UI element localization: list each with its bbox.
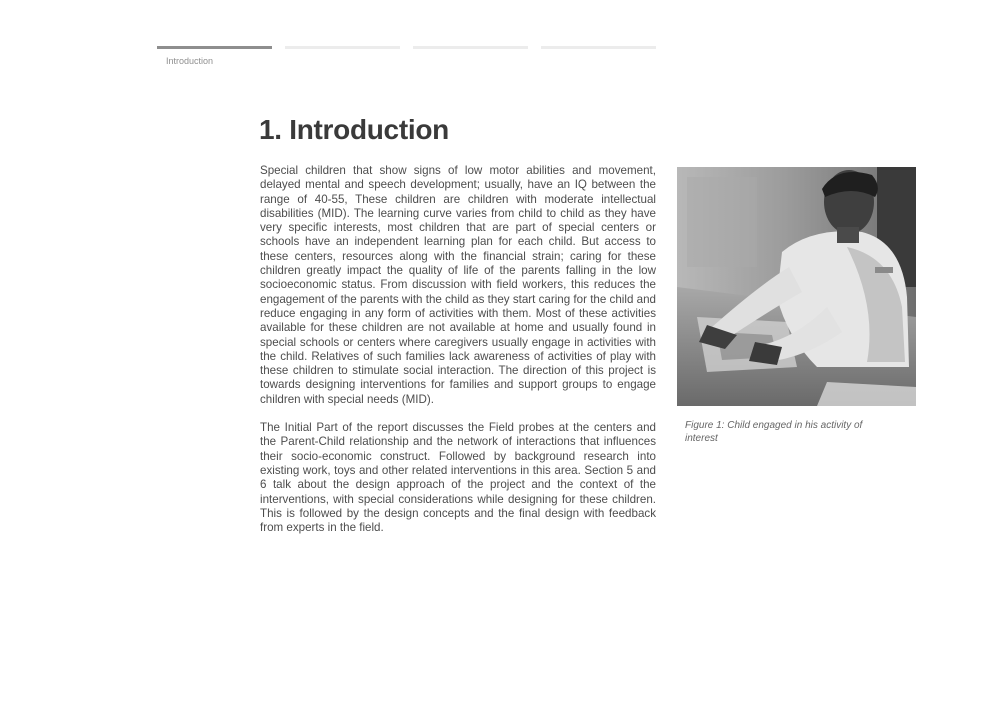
paragraph: Special children that show signs of low motor abilities and movement, delayed mental and speech development; usually, have an IQ between the range of 40-55, These children are children with moderate intellectual disabilities (MID). The learning curve varies from child to child as they have very specific interests, most children that are part of special centers or schools have an independent learning plan for each child. But access to these centers, resources along with the financial strain; caring for these children greatly impact the quality of life of the parents falling in the low socioeconomic status. From discussion with field workers, this reduces the engagement of the parents with the child as they start caring for the child and reduce engaging in any form of activities with them. Most of these activities available for these children are not available at home and usually found in special schools or centers where caregivers usually engage in activities with the child. Relatives of such families lack awareness of activities of play with these children to stimulate social interaction. The direction of this project is towards designing interventions for families and support groups to engage children with special needs (MID). — [260, 164, 656, 406]
figure-photo — [677, 167, 916, 406]
body-text — [260, 164, 656, 549]
child-photo-illustration — [677, 167, 916, 406]
section-tab-2[interactable] — [285, 46, 400, 49]
paragraph: The Initial Part of the report discusses the Field probes at the centers and the Parent-Child relationship and the network of interactions that influences their socio-economic construct. Followed by background research into existing work, toys and other related interventions in this area. Section 5 and 6 talk about the design approach of the project and the context of the interventions, with special considerations while designing for these children. This is followed by the design concepts and the final design with feedback from experts in the field. — [260, 421, 656, 535]
section-tab-4[interactable] — [541, 46, 656, 49]
section-progress — [157, 46, 656, 49]
figure-caption: Figure 1: Child engaged in his activity of interest — [685, 420, 863, 444]
current-section-label: Introduction — [166, 56, 214, 66]
page-title: 1. Introduction — [259, 114, 449, 145]
section-tab-introduction[interactable] — [157, 46, 272, 49]
section-tab-3[interactable] — [413, 46, 528, 49]
